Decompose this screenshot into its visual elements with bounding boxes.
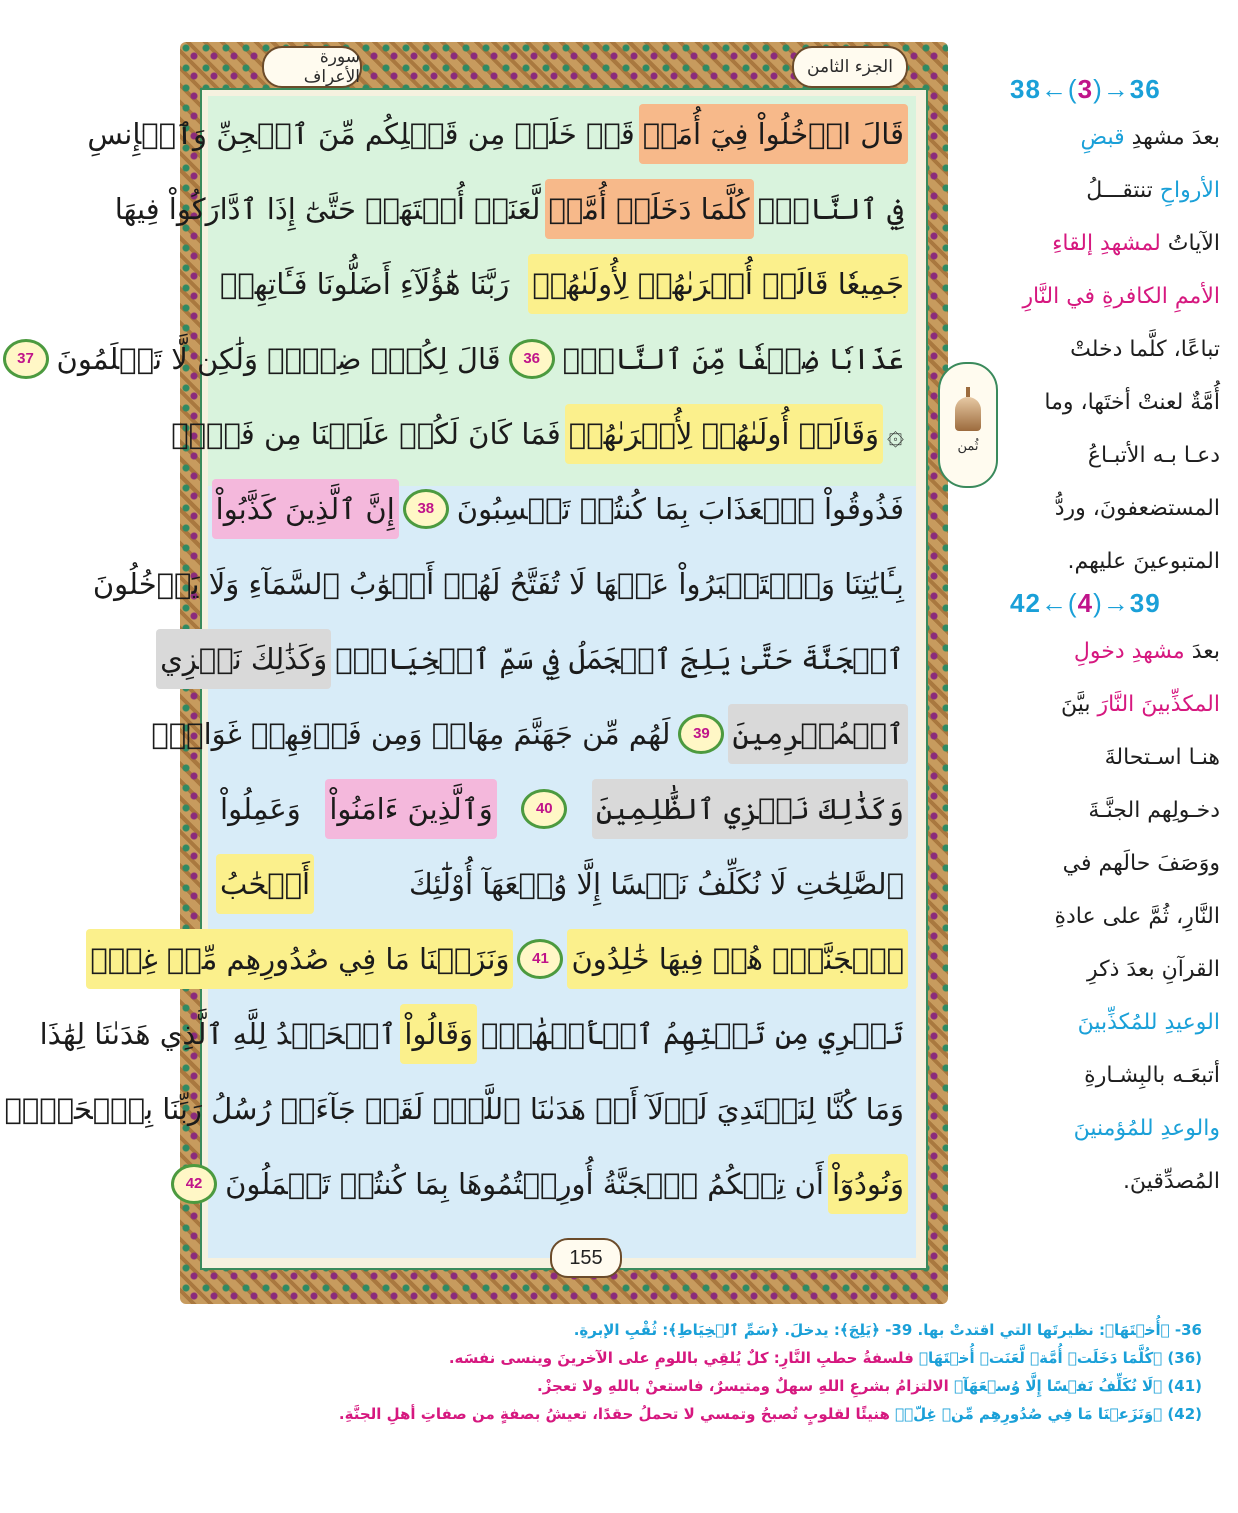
footnote-quote: ﴿وَنَزَعۡنَا مَا فِي صُدُورِهِم مِّنۡ غِلّٖ﴾ (895, 1405, 1163, 1423)
verse-text: ٱلۡجَنَّةَ حَتَّىٰ يَلِجَ ٱلۡجَمَلُ فِي سَمِّ ٱلۡخِيَاطِۚ (335, 642, 904, 676)
verse-text: تَجۡرِي مِن تَحۡتِهِمُ ٱلۡأَنۡهَٰرُۖ (481, 1017, 904, 1051)
highlighted-phrase: كُلَّمَا دَخَلَتۡ أُمَّةٞ (545, 179, 754, 239)
range-end: 42 (1010, 588, 1041, 618)
footnotes (182, 1316, 1202, 1428)
verse-text: عَذَابٗا ضِعۡفٗا مِّنَ ٱلنَّارِۖ (562, 342, 904, 376)
verse-text: ٱلصَّٰلِحَٰتِ لَا نُكَلِّفُ نَفۡسًا إِلَّا وُسۡعَهَآ أُوْلَٰٓئِكَ (408, 867, 904, 901)
commentary-text: القرآنِ بعدَ ذكرِ (1086, 957, 1220, 982)
highlighted-phrase: وَنُودُوٓاْ (828, 1154, 908, 1214)
verse-text: لَهُم مِّن جَهَنَّمَ مِهَادٞ وَمِن فَوۡقِهِمۡ غَوَاشٖۚ (151, 717, 671, 751)
highlighted-phrase: وَنَزَعۡنَا مَا فِي صُدُورِهِم مِّنۡ غِلّٖ (86, 929, 513, 989)
verse-line (216, 854, 908, 914)
commentary-text: مشهدِ دخولِ (1073, 639, 1185, 664)
highlighted-phrase: ٱلۡمُجۡرِمِينَ (728, 704, 908, 764)
verse-line (216, 779, 908, 839)
commentary-text: المستضعفونَ، وردُّ (1054, 496, 1220, 521)
footnote (182, 1400, 1202, 1428)
verse-text: قَالَ لِكُلّٖ ضِعۡفٞ وَلَٰكِن لَّا تَعۡلَمُونَ (56, 342, 501, 376)
verse-line (114, 179, 908, 239)
footnote-quote: ﴿كُلَّمَا دَخَلَتۡ أُمَّةٞ لَّعَنَتۡ أُخۡتَهَا﴾ (919, 1349, 1163, 1367)
dome-icon (955, 397, 981, 431)
highlighted-phrase: وَقَالُواْ (400, 1004, 477, 1064)
range-start: 36 (1129, 74, 1161, 104)
verse-text: أَن تِلۡكُمُ ٱلۡجَنَّةُ أُورِثۡتُمُوهَا بِمَا كُنتُمۡ تَعۡمَلُونَ (225, 1167, 824, 1201)
verse-text: لَّعَنَتۡ أُخۡتَهَاۖ حَتَّىٰٓ إِذَا ٱدَّارَكُواْ فِيهَا (114, 192, 541, 226)
commentary-text: المتبوعينَ عليهم. (1067, 549, 1220, 574)
highlighted-phrase: وَكَذَٰلِكَ نَجۡزِي (156, 629, 331, 689)
footnote-label: (42) (1162, 1405, 1202, 1423)
footnote-text: الالتزامُ بشرعِ اللهِ سهلٌ ومتيسرٌ، فاستعنْ باللهِ ولا تعجزْ. (537, 1377, 955, 1395)
footnote-text: : نظيرتَها التي اقتدتْ بها. 39- ﴿يَلِجَ﴾: يدخلَ. ﴿سَمِّ ٱلۡخِيَاطِ﴾: ثُقْبِ الإبرةِ. (573, 1321, 1106, 1339)
verse-line (17, 329, 908, 389)
highlighted-phrase: قَالَ ادۡخُلُواْ فِيٓ أُمَمٖ (639, 104, 908, 164)
commentary-line (988, 837, 1220, 890)
commentary-line (988, 270, 1220, 323)
verse-text: فِي ٱلنَّارِۖ (757, 192, 904, 226)
commentary-text: المُصدِّقينَ. (1122, 1169, 1220, 1194)
commentary-text: تنتقـــلُ (1086, 178, 1160, 203)
footnote-label: (36) (1162, 1349, 1202, 1367)
commentary-line (988, 111, 1220, 164)
commentary-text: أُمَّةٌ لعنتْ أختَها، وما (1044, 390, 1220, 415)
range-section: 3 (1077, 74, 1094, 104)
juz-label: الجزء الثامن (792, 46, 908, 88)
commentary-line (988, 784, 1220, 837)
verse-text: فَمَا كَانَ لَكُمۡ عَلَيۡنَا مِن فَضۡلٖ (171, 417, 561, 451)
thumn-label: ثُمن (957, 438, 979, 454)
verse-line (160, 629, 908, 689)
commentary-text: بعدَ (1184, 639, 1220, 664)
footnote (182, 1316, 1202, 1344)
range-start: 39 (1129, 588, 1161, 618)
commentary-line (988, 535, 1220, 588)
highlighted-phrase: وَقَالَتۡ أُولَىٰهُمۡ لِأُخۡرَىٰهُمۡ (565, 404, 883, 464)
commentary-text: الأممِ الكافرةِ في النَّارِ (1022, 284, 1220, 309)
commentary-text: ووَصَفَ حالَهم في (1062, 851, 1220, 876)
verse-line (171, 404, 908, 464)
highlighted-phrase: وَكَذَٰلِكَ نَجۡزِي ٱلظَّٰلِمِينَ (592, 779, 908, 839)
commentary-line (988, 996, 1220, 1049)
commentary-text: الأرواحِ (1159, 178, 1220, 203)
commentary-line (988, 217, 1220, 270)
verse-text: وَمَا كُنَّا لِنَهۡتَدِيَ لَوۡلَآ أَنۡ هَدَىٰنَا ٱللَّهُۖ لَقَدۡ جَآءَتۡ رُسُلُ رَبِّنَا بِٱلۡحَقِّۖ (4, 1092, 904, 1126)
highlighted-phrase: إِنَّ ٱلَّذِينَ كَذَّبُواْ (212, 479, 399, 539)
footnote-quote: ﴿أُخۡتَهَا﴾ (1105, 1321, 1170, 1339)
commentary-line (988, 890, 1220, 943)
highlighted-phrase: ٱلۡجَنَّةِۖ هُمۡ فِيهَا خَٰلِدُونَ (567, 929, 908, 989)
highlighted-phrase: جَمِيعٗا قَالَتۡ أُخۡرَىٰهُمۡ لِأُولَىٰهُمۡ (528, 254, 908, 314)
footnote-label: (41) (1162, 1377, 1202, 1395)
commentary-text: والوعدِ للمُؤمنينَ (1073, 1116, 1220, 1141)
commentary-text: الوعيدِ للمُكذِّبينَ (1077, 1010, 1220, 1035)
highlighted-phrase: وَٱلَّذِينَ ءَامَنُواْ (325, 779, 496, 839)
commentary-line (988, 1049, 1220, 1102)
verse-line (4, 1079, 908, 1139)
footnote (182, 1372, 1202, 1400)
range-end: 38 (1010, 74, 1041, 104)
commentary-text: الآياتُ (1160, 231, 1220, 256)
footnote (182, 1344, 1202, 1372)
verse-text: وَعَمِلُواْ (220, 792, 301, 826)
highlighted-phrase: أَصۡحَٰبُ (216, 854, 314, 914)
verse-range-2: 42←(4)→39 (1010, 588, 1161, 618)
surah-name-label: سورة الأعراف (262, 46, 362, 88)
commentary-text: بعدَ مشهدِ (1124, 125, 1220, 150)
commentary-block-2 (988, 625, 1220, 1208)
commentary-text: النَّارِ، ثُمَّ على عادةِ (1054, 904, 1220, 929)
verse-text: رَبَّنَا هَٰٓؤُلَآءِ أَضَلُّونَا فَـَٔاتِهِمۡ (220, 267, 510, 301)
commentary-text: أتبعَـه بالبِشـارةِ (1084, 1063, 1220, 1088)
commentary-line (988, 1102, 1220, 1155)
range-section: 4 (1077, 588, 1094, 618)
commentary-line (988, 625, 1220, 678)
commentary-text: دعـا بـه الأتبـاعُ (1087, 443, 1220, 468)
commentary-line (988, 429, 1220, 482)
commentary-line (988, 482, 1220, 535)
footnote-label: 36- (1169, 1321, 1202, 1339)
commentary-line (988, 164, 1220, 217)
tafsir-column (988, 74, 1220, 1208)
ayah-number-marker: 38 (403, 489, 449, 529)
commentary-text: تباعًا، كلَّما دخلتْ (1070, 337, 1220, 362)
commentary-line (988, 943, 1220, 996)
commentary-block-1 (988, 111, 1220, 588)
footnote-text: هنيئًا لقلوبٍ تُصبحُ وتمسي لا تحملُ حقدًا، تعيشُ بصفةٍ من صفاتِ أهلِ الجنَّةِ. (338, 1405, 896, 1423)
commentary-text: المكذِّبينَ النَّارَ (1097, 692, 1220, 717)
verse-text: ۞ (887, 417, 904, 451)
commentary-text: بيَّنَ (1060, 692, 1098, 717)
verse-line (92, 554, 908, 614)
verse-line (216, 254, 908, 314)
footnote-text: فلسفةُ حطبِ النَّارِ: كلٌ يُلقِي باللومِ على الآخرينَ وينسى نفسَه. (448, 1349, 919, 1367)
commentary-text: دخـولِهم الجنَّـةَ (1088, 798, 1220, 823)
verse-line (87, 104, 908, 164)
footnote-quote: ﴿لَا نُكَلِّفُ نَفۡسًا إِلَّا وُسۡعَهَآ﴾ (954, 1377, 1163, 1395)
commentary-text: قبضِ (1080, 125, 1125, 150)
ayah-number-marker: 40 (521, 789, 567, 829)
verse-line (216, 479, 908, 539)
verse-line (39, 1004, 908, 1064)
verse-line (185, 1154, 908, 1214)
commentary-text: لمشهدِ إلقاءِ (1052, 231, 1161, 256)
ayah-number-marker: 42 (171, 1164, 217, 1204)
commentary-line (988, 731, 1220, 784)
verse-text: قَدۡ خَلَتۡ مِن قَبۡلِكُم مِّنَ ٱلۡجِنِّ وَٱلۡإِنسِ (87, 117, 635, 151)
verse-text: ٱلۡحَمۡدُ لِلَّهِ ٱلَّذِي هَدَىٰنَا لِهَٰذَا (39, 1017, 397, 1051)
page-number: 155 (550, 1238, 622, 1278)
ayah-number-marker: 39 (678, 714, 724, 754)
commentary-line (988, 323, 1220, 376)
commentary-line (988, 1155, 1220, 1208)
ayah-number-marker: 36 (509, 339, 555, 379)
commentary-line (988, 376, 1220, 429)
commentary-line (988, 678, 1220, 731)
ayah-number-marker: 37 (3, 339, 49, 379)
verse-line (90, 929, 908, 989)
verse-text: فَذُوقُواْ ٱلۡعَذَابَ بِمَا كُنتُمۡ تَكۡسِبُونَ (456, 492, 904, 526)
commentary-text: هنـا اسـتحالةَ (1104, 745, 1220, 770)
verse-line (151, 704, 908, 764)
verse-text: بِـَٔايَٰتِنَا وَٱسۡتَكۡبَرُواْ عَنۡهَا لَا تُفَتَّحُ لَهُمۡ أَبۡوَٰبُ ٱلسَّمَآءِ وَلَا يَدۡخُلُونَ (92, 567, 904, 601)
ayah-number-marker: 41 (517, 939, 563, 979)
verse-range-1: 38←(3)→36 (1010, 74, 1161, 104)
